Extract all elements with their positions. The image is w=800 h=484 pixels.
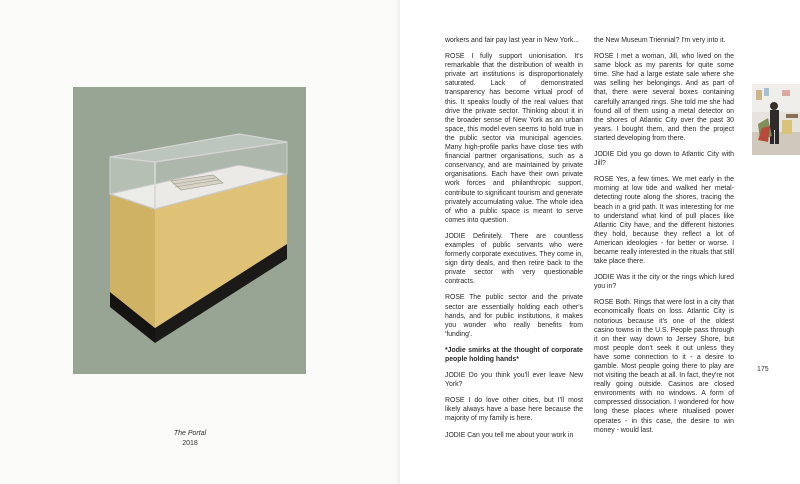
thumbnail-photo (752, 84, 800, 155)
paragraph: ROSE I do love other cities, but I'll most likely always have a base here because the majority of my family is here. (445, 397, 583, 423)
text-column-left (445, 36, 583, 447)
paragraph: ROSE The public sector and the private sector are essentially holding each other's hands, and for public institutions, it makes you wonder who really benefits from 'funding'. (445, 294, 583, 338)
page-number: 175 (757, 366, 769, 373)
studio-photo-illustration (752, 84, 800, 155)
paragraph: the New Museum Triennial? I'm very into it. (594, 37, 726, 44)
paragraph: ROSE Both. Rings that were lost in a city that economically floats on loss. Atlantic City is notorious because it's one of the oldest casino towns in the U.S. People pass through it on their way down to Jersey Shore, but most people don't seek it out unless they have some connection to it - a desire to gamble. Most people going there to play are not visiting the beach at all. In fact, they're not really going outside. Casinos are closed environments with no windows. A form of compressed dissociation. I wondered for how long these places where ritualised power operates - in this case, the desire to win money - would last. (594, 299, 734, 434)
artwork-plate (73, 87, 306, 374)
display-case-illustration (73, 87, 306, 374)
paragraph: JODIE Definitely. There are countless examples of public servants who were formerly corporate executives. They come in, sign dirty deals, and then retire back to the private sector with very questionable contracts. (445, 232, 583, 286)
caption-title: The Portal (173, 430, 207, 437)
plate-caption (120, 429, 260, 448)
paragraph: ROSE I met a woman, Jill, who lived on the same block as my parents for quite some time. She had a large estate sale where she was selling her belongings. And as part of that, there were several boxes containing carefully arranged rings. She told me she had found all of them using a metal detector on the shores of Atlantic City over the past 30 years. I bought them, and then the project started developing from there. (594, 53, 734, 142)
paragraph: JODIE Can you tell me about your work in (445, 431, 574, 439)
text-column-right (594, 36, 734, 442)
paragraph: JODIE Do you think you'll ever leave New York? (445, 372, 583, 389)
paragraph: JODIE Was it the city or the rings which lured you in? (594, 274, 734, 291)
stage-direction: *Jodie smirks at the thought of corporate people holding hands* (445, 346, 583, 363)
paragraph: ROSE I fully support unionisation. It's remarkable that the distribution of wealth in private art institutions is disproportionately saturated. Lack of demonstrated transparency has become virtual proof of this. It speaks loudly of the real values that drive the private sector. Thinking about it in the broader sense of New York as an urban space, this model even seems to hold true in the public sector via municipal agencies. Many high-profile parks have close ties with financial partner organisations, such as a conservancy, and are maintained by private organisations. Each have their own private work forces and philanthropic support, contribute to significant tourism and generate privately accumulating value. The whole idea of who a public space is meant to serve comes into question. (445, 53, 583, 224)
paragraph: JODIE Did you go down to Atlantic City with Jill? (594, 151, 734, 168)
paragraph: ROSE Yes, a few times. We met early in the morning at low tide and walked her metal-detecting route along the shores, tracing the beach in a grid path. It was interesting for me to understand what kind of pull places like Atlantic City have, and the different histories they hold, because they reflect a lot of American ideologies - for better or worse. I became really interested in the rituals that still take place there. (594, 176, 734, 266)
paragraph: workers and fair pay last year in New York... (445, 37, 580, 44)
caption-year: 2018 (182, 439, 198, 447)
